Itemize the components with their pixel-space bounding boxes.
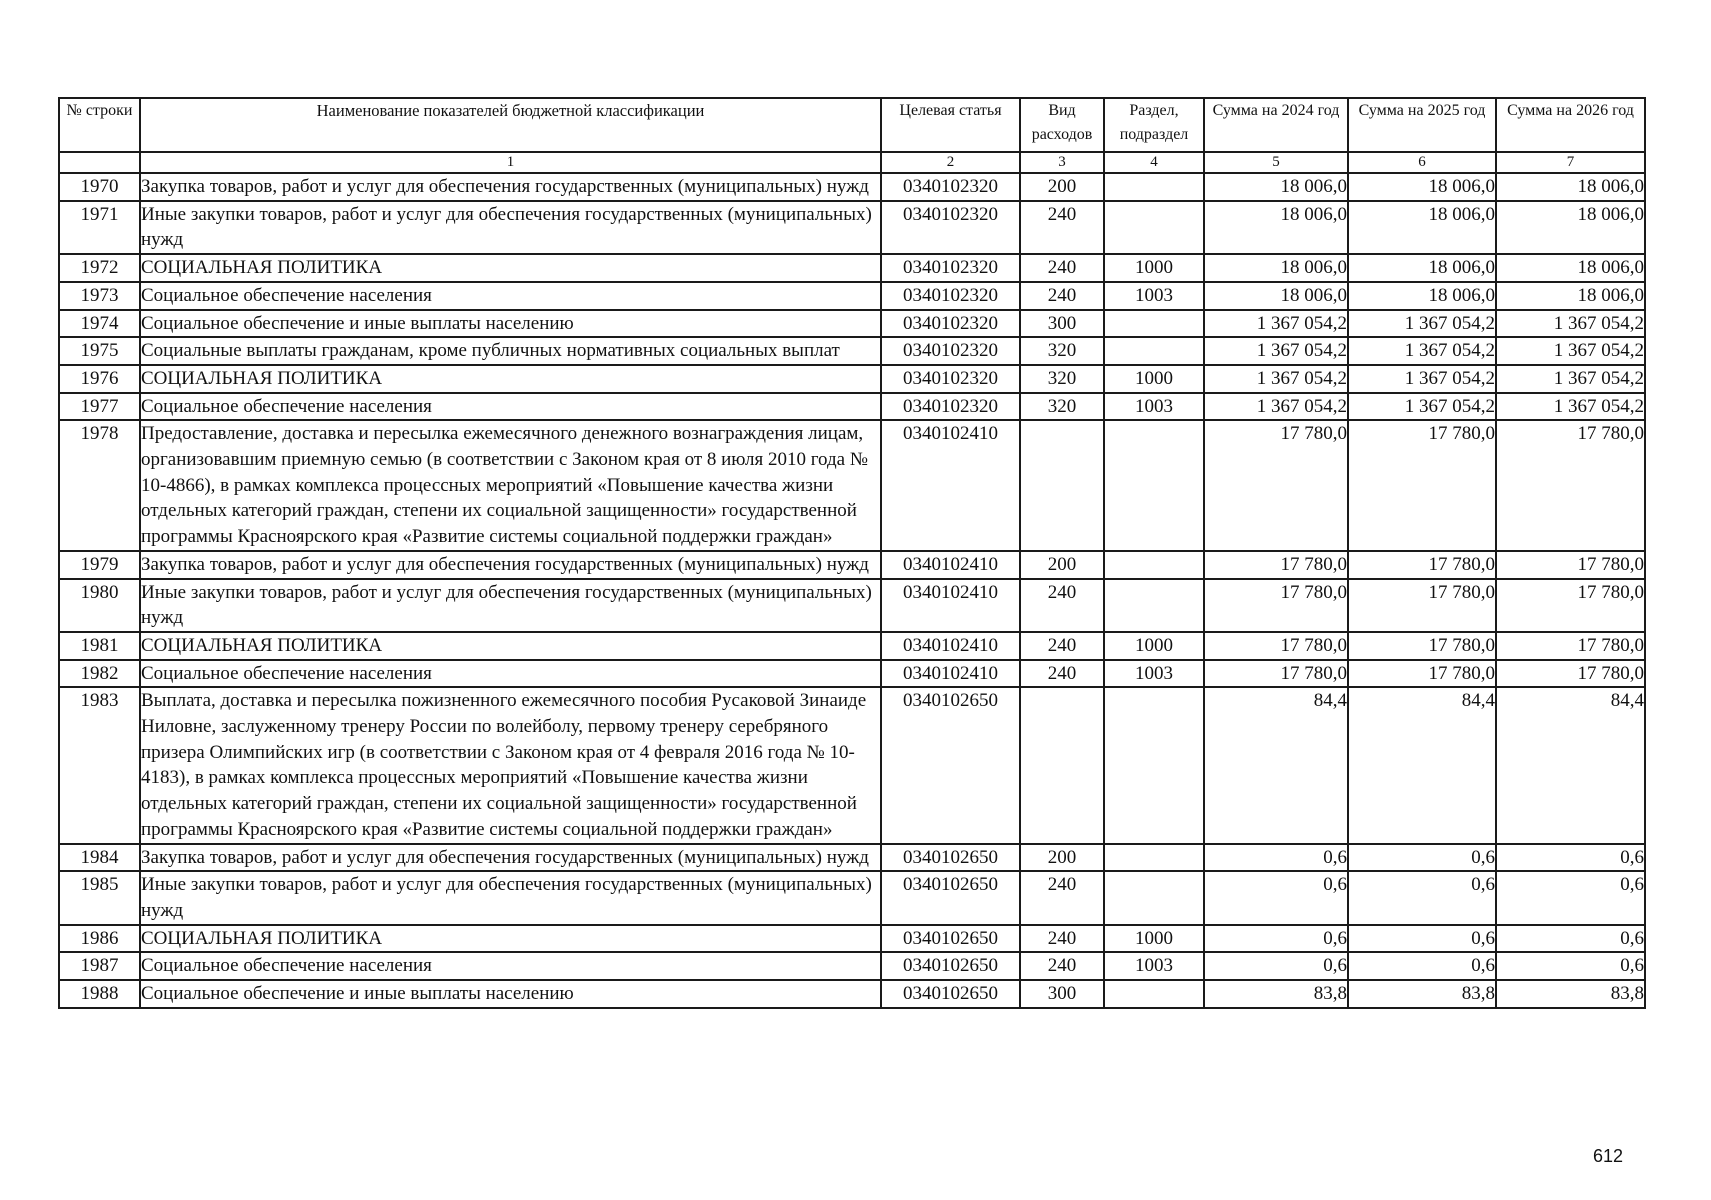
row-vid: 240 — [1020, 871, 1104, 924]
row-number: 1970 — [59, 173, 140, 201]
table-row — [59, 925, 1645, 953]
row-number: 1984 — [59, 844, 140, 872]
row-razdel: 1000 — [1104, 632, 1204, 660]
row-sum-2024: 83,8 — [1204, 980, 1348, 1008]
row-name: Социальные выплаты гражданам, кроме публичных нормативных социальных выплат — [140, 337, 881, 365]
row-sum-2024: 18 006,0 — [1204, 254, 1348, 282]
row-sum-2025: 1 367 054,2 — [1348, 310, 1496, 338]
row-sum-2025: 18 006,0 — [1348, 201, 1496, 254]
row-sum-2026: 1 367 054,2 — [1496, 310, 1645, 338]
row-name: Закупка товаров, работ и услуг для обеспечения государственных (муниципальных) нужд — [140, 173, 881, 201]
page-number: 612 — [1592, 1146, 1623, 1166]
row-sum-2025: 17 780,0 — [1348, 579, 1496, 632]
row-number: 1979 — [59, 551, 140, 579]
row-sum-2024: 0,6 — [1204, 925, 1348, 953]
row-number: 1971 — [59, 201, 140, 254]
row-number: 1977 — [59, 393, 140, 421]
row-target-code: 0340102410 — [881, 551, 1020, 579]
row-name: Иные закупки товаров, работ и услуг для обеспечения государственных (муниципальных) нужд — [140, 871, 881, 924]
row-name: Иные закупки товаров, работ и услуг для обеспечения государственных (муниципальных) нужд — [140, 201, 881, 254]
row-vid: 320 — [1020, 365, 1104, 393]
row-razdel — [1104, 173, 1204, 201]
table-row — [59, 660, 1645, 688]
row-name: СОЦИАЛЬНАЯ ПОЛИТИКА — [140, 254, 881, 282]
row-sum-2024: 18 006,0 — [1204, 201, 1348, 254]
row-sum-2025: 18 006,0 — [1348, 254, 1496, 282]
row-target-code: 0340102320 — [881, 201, 1020, 254]
header-sum-2024: Сумма на 2024 год — [1204, 98, 1348, 152]
row-sum-2024: 1 367 054,2 — [1204, 337, 1348, 365]
row-name: СОЦИАЛЬНАЯ ПОЛИТИКА — [140, 925, 881, 953]
row-sum-2024: 1 367 054,2 — [1204, 310, 1348, 338]
table-body — [59, 173, 1645, 1008]
row-target-code: 0340102320 — [881, 282, 1020, 310]
row-number: 1986 — [59, 925, 140, 953]
row-sum-2025: 0,6 — [1348, 871, 1496, 924]
row-sum-2024: 18 006,0 — [1204, 173, 1348, 201]
column-number: 5 — [1204, 152, 1348, 173]
header-vid: Вид расходов — [1020, 98, 1104, 152]
row-vid: 320 — [1020, 393, 1104, 421]
row-razdel: 1003 — [1104, 952, 1204, 980]
row-sum-2026: 1 367 054,2 — [1496, 393, 1645, 421]
header-name: Наименование показателей бюджетной классификации — [140, 98, 881, 152]
column-number: 2 — [881, 152, 1020, 173]
row-razdel — [1104, 980, 1204, 1008]
row-sum-2025: 0,6 — [1348, 925, 1496, 953]
column-number: 1 — [140, 152, 881, 173]
row-sum-2024: 17 780,0 — [1204, 579, 1348, 632]
row-vid: 240 — [1020, 579, 1104, 632]
row-sum-2024: 17 780,0 — [1204, 420, 1348, 551]
row-sum-2026: 83,8 — [1496, 980, 1645, 1008]
row-number: 1987 — [59, 952, 140, 980]
row-target-code: 0340102410 — [881, 420, 1020, 551]
row-target-code: 0340102320 — [881, 173, 1020, 201]
row-sum-2026: 0,6 — [1496, 925, 1645, 953]
row-sum-2026: 18 006,0 — [1496, 173, 1645, 201]
row-razdel — [1104, 551, 1204, 579]
row-razdel — [1104, 337, 1204, 365]
row-sum-2026: 0,6 — [1496, 952, 1645, 980]
row-number: 1983 — [59, 687, 140, 843]
row-name: Социальное обеспечение и иные выплаты населению — [140, 310, 881, 338]
row-razdel: 1000 — [1104, 254, 1204, 282]
row-sum-2026: 0,6 — [1496, 871, 1645, 924]
row-sum-2024: 1 367 054,2 — [1204, 393, 1348, 421]
row-number: 1985 — [59, 871, 140, 924]
row-target-code: 0340102410 — [881, 660, 1020, 688]
row-sum-2025: 1 367 054,2 — [1348, 337, 1496, 365]
row-vid: 300 — [1020, 980, 1104, 1008]
row-sum-2024: 0,6 — [1204, 952, 1348, 980]
row-target-code: 0340102320 — [881, 254, 1020, 282]
row-sum-2025: 18 006,0 — [1348, 173, 1496, 201]
row-sum-2025: 17 780,0 — [1348, 632, 1496, 660]
row-name: Социальное обеспечение населения — [140, 393, 881, 421]
row-target-code: 0340102650 — [881, 687, 1020, 843]
table-row — [59, 365, 1645, 393]
row-sum-2026: 1 367 054,2 — [1496, 365, 1645, 393]
table-row — [59, 844, 1645, 872]
row-sum-2025: 17 780,0 — [1348, 420, 1496, 551]
row-sum-2025: 1 367 054,2 — [1348, 393, 1496, 421]
row-vid: 200 — [1020, 173, 1104, 201]
row-razdel: 1000 — [1104, 925, 1204, 953]
table-row — [59, 579, 1645, 632]
table-row — [59, 551, 1645, 579]
row-sum-2025: 0,6 — [1348, 952, 1496, 980]
row-number: 1974 — [59, 310, 140, 338]
table-row — [59, 952, 1645, 980]
row-number: 1975 — [59, 337, 140, 365]
table-row — [59, 310, 1645, 338]
row-name: Иные закупки товаров, работ и услуг для обеспечения государственных (муниципальных) нужд — [140, 579, 881, 632]
row-target-code: 0340102650 — [881, 871, 1020, 924]
row-vid: 240 — [1020, 282, 1104, 310]
header-target: Целевая статья — [881, 98, 1020, 152]
row-sum-2026: 18 006,0 — [1496, 282, 1645, 310]
row-name: СОЦИАЛЬНАЯ ПОЛИТИКА — [140, 365, 881, 393]
header-razdel: Раздел, подраздел — [1104, 98, 1204, 152]
row-number: 1982 — [59, 660, 140, 688]
table-row — [59, 871, 1645, 924]
row-vid: 200 — [1020, 551, 1104, 579]
row-target-code: 0340102650 — [881, 925, 1020, 953]
row-vid: 240 — [1020, 201, 1104, 254]
budget-table — [58, 97, 1646, 1009]
row-vid: 300 — [1020, 310, 1104, 338]
row-sum-2026: 17 780,0 — [1496, 632, 1645, 660]
row-vid: 320 — [1020, 337, 1104, 365]
row-name: Выплата, доставка и пересылка пожизненного ежемесячного пособия Русаковой Зинаиде Ниловне, заслуженному тренеру России по волейболу, первому тренеру серебряного призера Олимпийских игр (в соответствии с Законом края от 4 февраля 2016 года № 10-4183), в рамках комплекса процессных мероприятий «Повышение качества жизни отдельных категорий граждан, степени их социальной защищенности» государственной программы Красноярского края «Развитие системы социальной поддержки граждан» — [140, 687, 881, 843]
row-sum-2025: 17 780,0 — [1348, 660, 1496, 688]
row-razdel — [1104, 871, 1204, 924]
row-target-code: 0340102410 — [881, 579, 1020, 632]
row-vid: 200 — [1020, 844, 1104, 872]
row-name: Социальное обеспечение населения — [140, 952, 881, 980]
table-row — [59, 687, 1645, 843]
row-vid: 240 — [1020, 254, 1104, 282]
row-name: Предоставление, доставка и пересылка ежемесячного денежного вознаграждения лицам, организовавшим приемную семью (в соответствии с Законом края от 8 июля 2010 года № 10-4866), в рамках комплекса процессных мероприятий «Повышение качества жизни отдельных категорий граждан, степени их социальной защищенности» государственной программы Красноярского края «Развитие системы социальной поддержки граждан» — [140, 420, 881, 551]
row-sum-2024: 18 006,0 — [1204, 282, 1348, 310]
row-razdel: 1000 — [1104, 365, 1204, 393]
row-target-code: 0340102320 — [881, 310, 1020, 338]
header-row — [59, 98, 1645, 152]
row-number: 1976 — [59, 365, 140, 393]
row-number: 1981 — [59, 632, 140, 660]
row-target-code: 0340102320 — [881, 365, 1020, 393]
row-target-code: 0340102650 — [881, 952, 1020, 980]
row-razdel — [1104, 310, 1204, 338]
column-number: 4 — [1104, 152, 1204, 173]
table-row — [59, 980, 1645, 1008]
row-name: Закупка товаров, работ и услуг для обеспечения государственных (муниципальных) нужд — [140, 844, 881, 872]
row-name: Социальное обеспечение и иные выплаты населению — [140, 980, 881, 1008]
row-target-code: 0340102410 — [881, 632, 1020, 660]
row-name: Социальное обеспечение населения — [140, 282, 881, 310]
row-sum-2026: 17 780,0 — [1496, 551, 1645, 579]
row-sum-2025: 17 780,0 — [1348, 551, 1496, 579]
column-number-row — [59, 152, 1645, 173]
column-number: 7 — [1496, 152, 1645, 173]
row-number: 1980 — [59, 579, 140, 632]
table-row — [59, 337, 1645, 365]
row-sum-2024: 0,6 — [1204, 871, 1348, 924]
row-sum-2025: 1 367 054,2 — [1348, 365, 1496, 393]
table-row — [59, 254, 1645, 282]
row-sum-2024: 84,4 — [1204, 687, 1348, 843]
row-name: Закупка товаров, работ и услуг для обеспечения государственных (муниципальных) нужд — [140, 551, 881, 579]
row-razdel: 1003 — [1104, 393, 1204, 421]
header-sum-2025: Сумма на 2025 год — [1348, 98, 1496, 152]
row-name: Социальное обеспечение населения — [140, 660, 881, 688]
row-sum-2026: 84,4 — [1496, 687, 1645, 843]
row-razdel: 1003 — [1104, 282, 1204, 310]
row-razdel — [1104, 579, 1204, 632]
table-row — [59, 282, 1645, 310]
row-sum-2025: 84,4 — [1348, 687, 1496, 843]
table-row — [59, 173, 1645, 201]
row-sum-2026: 0,6 — [1496, 844, 1645, 872]
row-sum-2025: 18 006,0 — [1348, 282, 1496, 310]
column-number: 6 — [1348, 152, 1496, 173]
row-target-code: 0340102650 — [881, 844, 1020, 872]
row-sum-2024: 17 780,0 — [1204, 660, 1348, 688]
row-number: 1972 — [59, 254, 140, 282]
table-row — [59, 420, 1645, 551]
row-number: 1978 — [59, 420, 140, 551]
row-sum-2024: 17 780,0 — [1204, 632, 1348, 660]
table-row — [59, 201, 1645, 254]
row-sum-2026: 17 780,0 — [1496, 660, 1645, 688]
header-row-no: № строки — [59, 98, 140, 152]
row-sum-2026: 17 780,0 — [1496, 579, 1645, 632]
header-sum-2026: Сумма на 2026 год — [1496, 98, 1645, 152]
row-vid: 240 — [1020, 952, 1104, 980]
row-name: СОЦИАЛЬНАЯ ПОЛИТИКА — [140, 632, 881, 660]
row-sum-2026: 17 780,0 — [1496, 420, 1645, 551]
row-sum-2025: 0,6 — [1348, 844, 1496, 872]
row-sum-2024: 1 367 054,2 — [1204, 365, 1348, 393]
row-target-code: 0340102650 — [881, 980, 1020, 1008]
row-razdel: 1003 — [1104, 660, 1204, 688]
row-razdel — [1104, 844, 1204, 872]
row-target-code: 0340102320 — [881, 337, 1020, 365]
row-vid — [1020, 420, 1104, 551]
row-sum-2024: 17 780,0 — [1204, 551, 1348, 579]
row-vid: 240 — [1020, 632, 1104, 660]
row-razdel — [1104, 687, 1204, 843]
row-sum-2024: 0,6 — [1204, 844, 1348, 872]
table-row — [59, 393, 1645, 421]
row-vid: 240 — [1020, 660, 1104, 688]
row-sum-2026: 1 367 054,2 — [1496, 337, 1645, 365]
row-target-code: 0340102320 — [881, 393, 1020, 421]
row-vid — [1020, 687, 1104, 843]
row-razdel — [1104, 201, 1204, 254]
column-number — [59, 152, 140, 173]
row-sum-2026: 18 006,0 — [1496, 201, 1645, 254]
row-number: 1988 — [59, 980, 140, 1008]
column-number: 3 — [1020, 152, 1104, 173]
row-number: 1973 — [59, 282, 140, 310]
row-razdel — [1104, 420, 1204, 551]
row-vid: 240 — [1020, 925, 1104, 953]
table-row — [59, 632, 1645, 660]
row-sum-2026: 18 006,0 — [1496, 254, 1645, 282]
row-sum-2025: 83,8 — [1348, 980, 1496, 1008]
